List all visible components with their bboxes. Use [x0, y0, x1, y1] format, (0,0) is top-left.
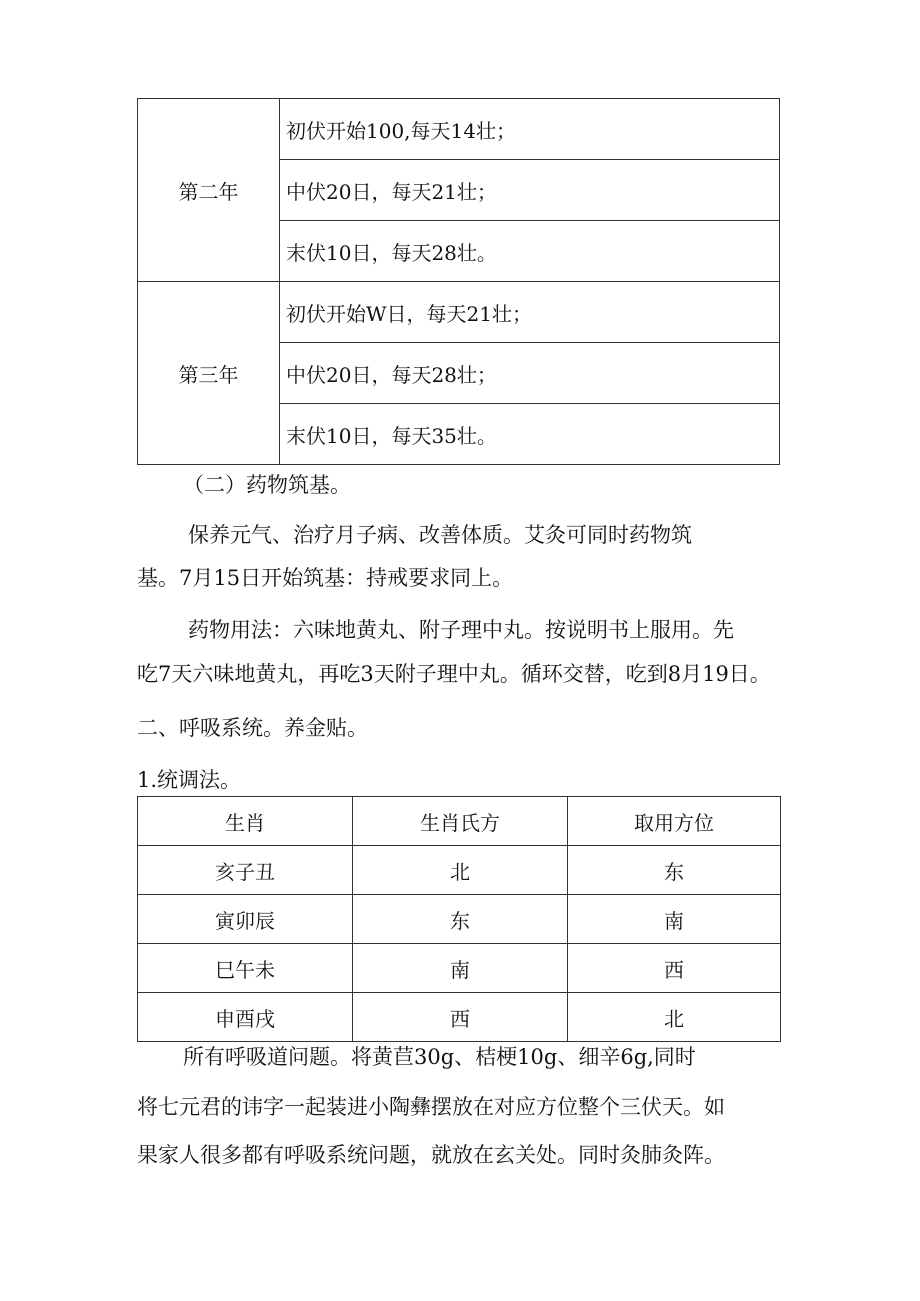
table-cell: 北 [353, 846, 568, 895]
schedule-cell: 初伏开始100,每天14壮； [280, 99, 780, 160]
table-cell: 亥子丑 [138, 846, 353, 895]
table-cell: 南 [353, 944, 568, 993]
table-row [138, 282, 780, 343]
table-header-row [138, 797, 781, 846]
table-row [138, 895, 781, 944]
section-heading-drug: （二）药物筑基。 [183, 473, 351, 497]
table-row [138, 846, 781, 895]
table-row [138, 944, 781, 993]
table-cell: 北 [568, 993, 781, 1042]
schedule-cell: 末伏10日，每天35壮。 [280, 404, 780, 465]
table-cell: 西 [568, 944, 781, 993]
table-cell: 巳午未 [138, 944, 353, 993]
table-row [138, 99, 780, 160]
section-heading-respiratory: 二、呼吸系统。养金贴。 [137, 716, 368, 740]
paragraph-line: 保养元气、治疗月子病、改善体质。艾灸可同时药物筑 [188, 523, 692, 547]
year-cell: 第二年 [138, 99, 280, 282]
table-cell: 南 [568, 895, 781, 944]
paragraph-line: 果家人很多都有呼吸系统问题，就放在玄关处。同时灸肺灸阵。 [137, 1143, 725, 1167]
schedule-cell: 中伏20日，每天21壮； [280, 160, 780, 221]
column-header: 生肖氏方 [353, 797, 568, 846]
table-cell: 寅卯辰 [138, 895, 353, 944]
table-cell: 西 [353, 993, 568, 1042]
paragraph-line: 药物用法：六味地黄丸、附子理中丸。按说明书上服用。先 [188, 618, 734, 642]
subsection-heading: 1.统调法。 [137, 768, 242, 792]
column-header: 生肖 [138, 797, 353, 846]
paragraph-line: 将七元君的讳字一起装进小陶彝摆放在对应方位整个三伏天。如 [137, 1095, 725, 1119]
paragraph-line: 所有呼吸道问题。将黄苣30g、桔梗10g、细辛6g,同时 [183, 1045, 696, 1069]
table-cell: 东 [568, 846, 781, 895]
paragraph-line: 基。7月15日开始筑基：持戒要求同上。 [137, 566, 514, 590]
table-cell: 申酉戌 [138, 993, 353, 1042]
zodiac-direction-table [137, 796, 781, 1042]
schedule-cell: 初伏开始W日，每天21壮； [280, 282, 780, 343]
schedule-cell: 末伏10日，每天28壮。 [280, 221, 780, 282]
table-row [138, 993, 781, 1042]
schedule-cell: 中伏20日，每天28壮； [280, 343, 780, 404]
column-header: 取用方位 [568, 797, 781, 846]
table-cell: 东 [353, 895, 568, 944]
moxibustion-schedule-table [137, 98, 780, 465]
year-cell: 第三年 [138, 282, 280, 465]
paragraph-line: 吃7天六味地黄丸，再吃3天附子理中丸。循环交替，吃到8月19日。 [137, 662, 771, 686]
